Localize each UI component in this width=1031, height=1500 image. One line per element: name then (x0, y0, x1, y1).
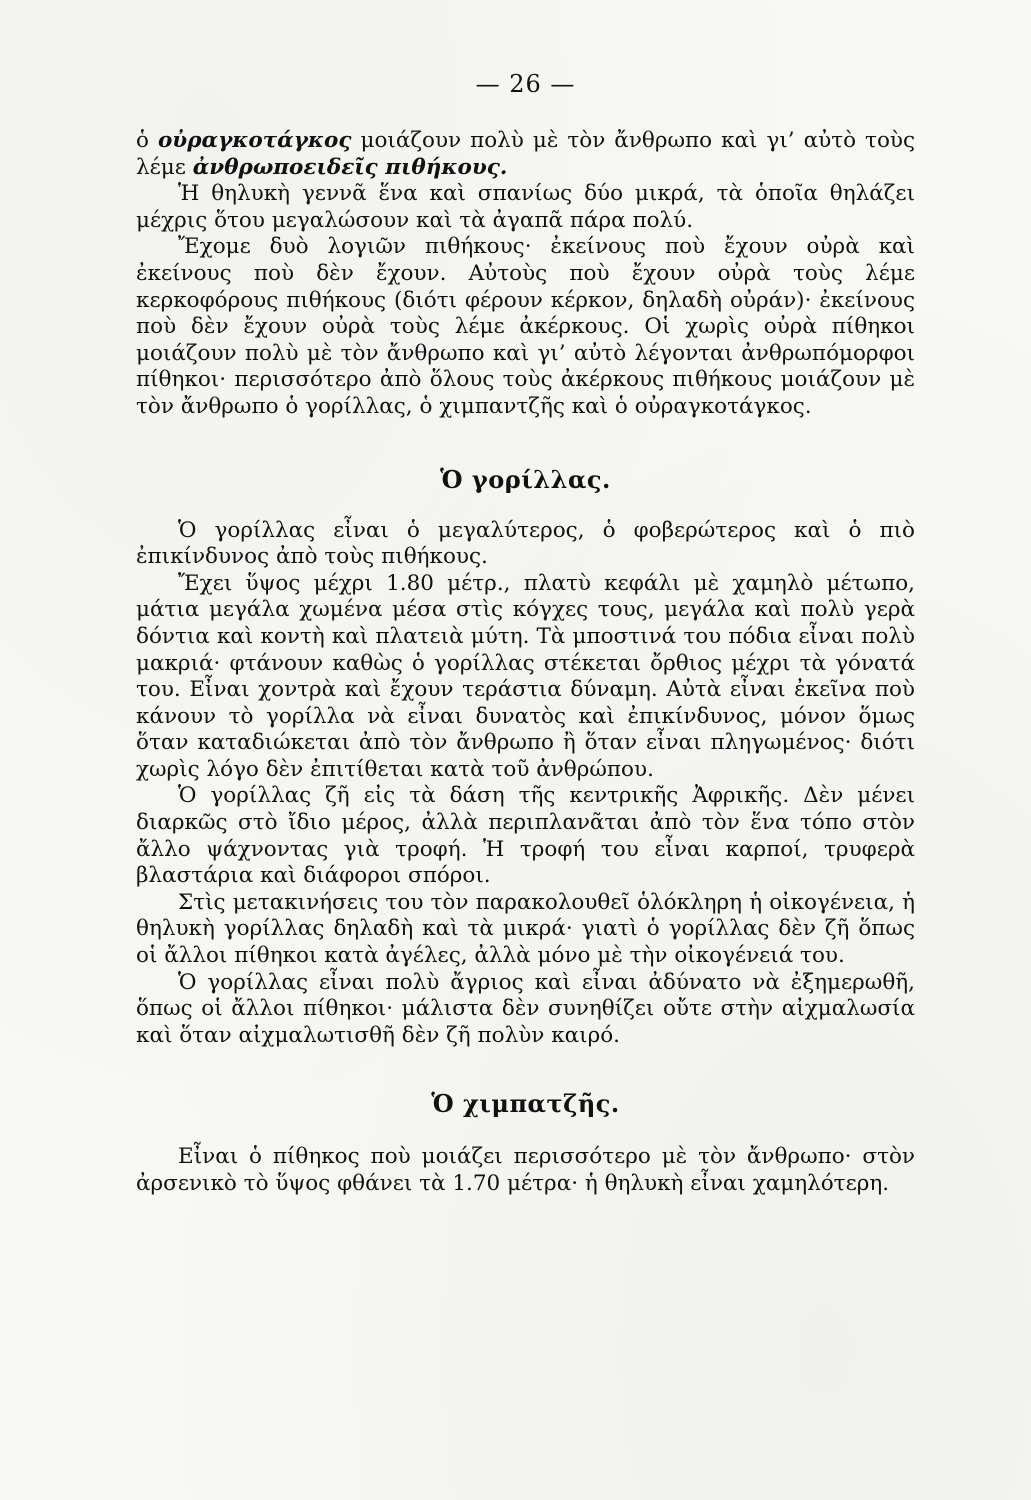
gorilla-paragraph-4: Στὶς μετακινήσεις του τὸν παρακολουθεῖ ὁλόκληρη ἡ οἰκογένεια, ἡ θηλυκὴ γορίλλας δηλαδὴ καὶ τὰ μικρά· γιατὶ ὁ γορίλλας δὲν ζῆ ὅπως οἱ ἄλλοι πίθηκοι κατὰ ἀγέλες, ἀλλὰ μόνο μὲ τὴν οἰκογένειά του. (136, 889, 915, 969)
gorilla-paragraph-3: Ὁ γορίλλας ζῆ εἰς τὰ δάση τῆς κεντρικῆς Ἀφρικῆς. Δὲν μένει διαρκῶς στὸ ἴδιο μέρος, ἀλλὰ περιπλανᾶται ἀπὸ τὸν ἕνα τόπο στὸν ἄλλο ψάχνοντας γιὰ τροφή. Ἡ τροφή του εἶναι καρποί, τρυφερὰ βλαστάρια καὶ διάφοροι σπόροι. (136, 783, 915, 889)
gorilla-paragraph-5: Ὁ γορίλλας εἶναι πολὺ ἄγριος καὶ εἶναι ἀδύνατο νὰ ἐξημερωθῆ, ὅπως οἱ ἄλλοι πίθηκοι· μάλιστα δὲν συνηθίζει οὔτε στὴν αἰχμαλωσία καὶ ὅταν αἰχμαλωτισθῆ δὲν ζῆ πολὺν καιρό. (136, 969, 915, 1048)
gorilla-paragraph-1: Ὁ γορίλλας εἶναι ὁ μεγαλύτερος, ὁ φοβερώτερος καὶ ὁ πιὸ ἐπικίνδυνος ἀπὸ τοὺς πιθήκους. (136, 517, 915, 570)
gorilla-paragraph-2: Ἔχει ὕψος μέχρι 1.80 μέτρ., πλατὺ κεφάλι μὲ χαμηλὸ μέτωπο, μάτια μεγάλα χωμένα μέσα στὶς κόγχες τους, μεγάλα καὶ πολὺ γερὰ δόντια καὶ κοντὴ καὶ πλατειὰ μύτη. Τὰ μποστινά του πόδια εἶναι πολὺ μακριά· φτάνουν καθὼς ὁ γορίλλας στέκεται ὄρθιος μέχρι τὰ γόνατά του. Εἶναι χοντρὰ καὶ ἔχουν τεράστια δύναμη. Αὐτὰ εἶναι ἐκεῖνα ποὺ κάνουν τὸ γορίλλα νὰ εἶναι δυνατὸς καὶ ἐπικίνδυνος, μόνον ὅμως ὅταν καταδιώκεται ἀπὸ τὸν ἄνθρωπο ἢ ὅταν εἶναι πληγωμένος· διότι χωρὶς λόγο δὲν ἐπιτίθεται κατὰ τοῦ ἀνθρώπου. (136, 570, 915, 782)
intro-paragraph-2: Ἡ θηλυκὴ γεννᾶ ἕνα καὶ σπανίως δύο μικρά, τὰ ὁποῖα θηλάζει μέχρις ὅτου μεγαλώσουν καὶ τὰ ἀγαπᾶ πάρα πολύ. (136, 181, 915, 233)
intro-lead-article: ὁ (136, 128, 149, 153)
intro-text: μοιάζουν πολὺ μὲ τὸν ἄνθρωπο καὶ γι’ αὐτὸ τοὺς λέμε (136, 128, 915, 180)
intro-paragraph-3: Ἔχομε δυὸ λογιῶν πιθήκους· ἐκείνους ποὺ ἔχουν οὐρὰ καὶ ἐκείνους ποὺ δὲν ἔχουν. Αὐτοὺς ποὺ ἔχουν οὐρὰ τοὺς λέμε κερκοφόρους πιθήκους (διότι φέρουν κέρκον, δηλαδὴ οὐράν)· ἐκείνους ποὺ δὲν ἔχουν οὐρὰ τοὺς λέμε ἀκέρκους. Οἱ χωρὶς οὐρὰ πίθηκοι μοιάζουν πολὺ μὲ τὸν ἄνθρωπο καὶ γι’ αὐτὸ λέγονται ἀνθρωπόμορφοι πίθηκοι· περισσότερο ἀπὸ ὅλους τοὺς ἀκέρκους πιθήκους μοιάζουν μὲ τὸν ἄνθρωπο ὁ γορίλλας, ὁ χιμπαντζῆς καὶ ὁ οὐραγκοτάγκος. (136, 234, 915, 419)
orangutan-term: οὐραγκοτάγκος (157, 128, 352, 153)
page-number: — 26 — (475, 70, 576, 98)
chimpanzee-heading: Ὁ χιμπατζῆς. (431, 1089, 620, 1119)
gorilla-heading: Ὁ γορίλλας. (440, 464, 611, 494)
chimpanzee-paragraph-1: Εἶναι ὁ πίθηκος ποὺ μοιάζει περισσότερο μὲ τὸν ἄνθρωπο· στὸν ἀρσενικὸ τὸ ὕψος φθάνει τὰ 1.70 μέτρα· ἡ θηλυκὴ εἶναι χαμηλότερη. (136, 1144, 915, 1196)
anthropoid-term: ἀνθρωποειδεῖς πιθήκους. (192, 154, 508, 180)
intro-paragraph-1 (136, 128, 915, 181)
